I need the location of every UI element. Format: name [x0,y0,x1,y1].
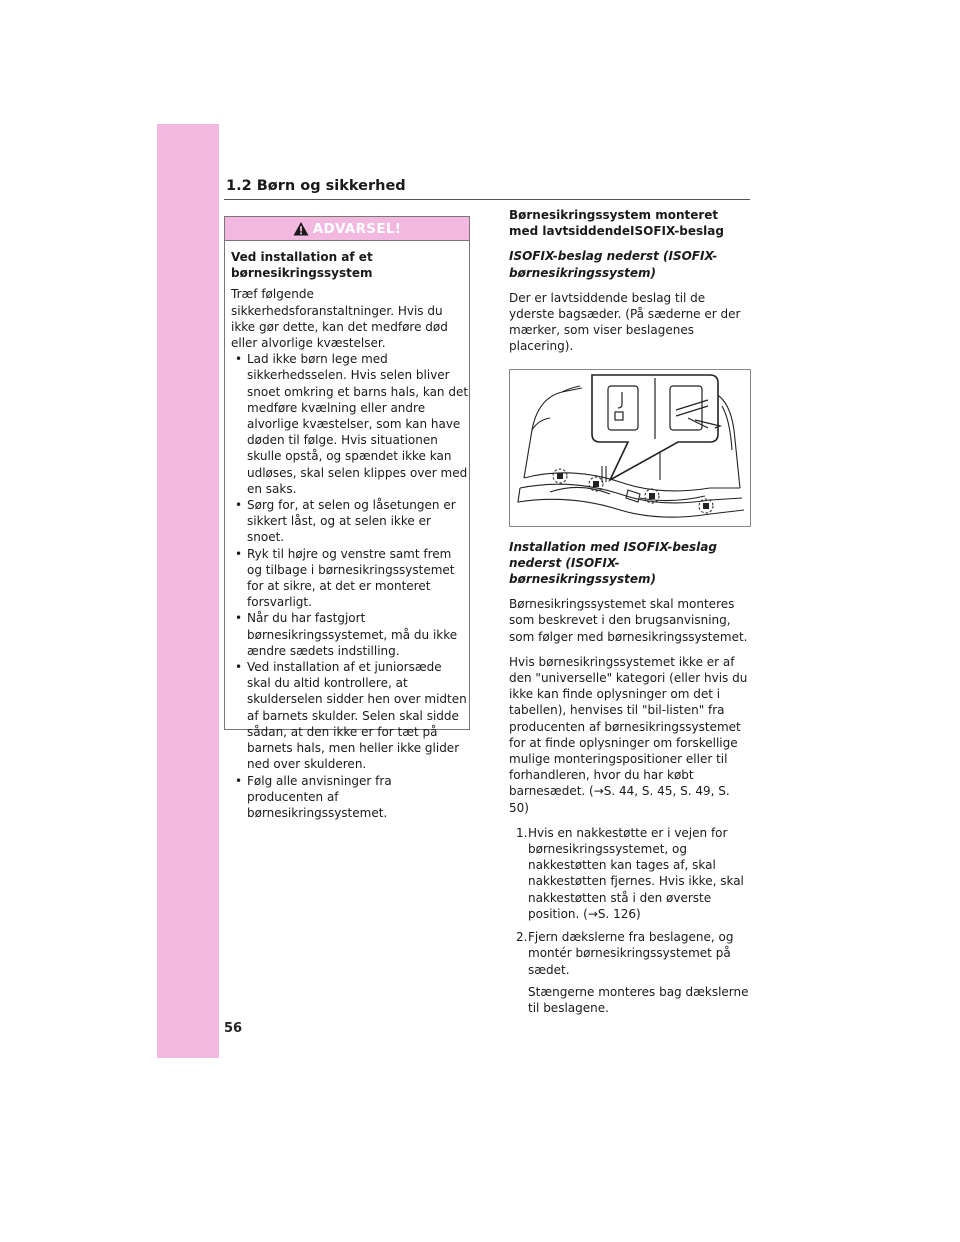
installation-paragraph-2: Hvis børnesikringssystemet ikke er af den "universelle" kategori (eller hvis du ikke kan finde oplysninger om det i tabellen), henvises til "bil-listen" fra producenten af børnesikringssystemet for at finde oplysninger om forskellige mulige monteringspositioner eller til forhandleren, hvor du har købt barnesædet. (→S. 44, S. 45, S. 49, S. 50) [509,654,748,815]
warning-intro: Træf følgende sikkerhedsforanstaltninger. Hvis du ikke gør dette, kan det medføre død eller alvorlige kvæstelser. [231,287,448,351]
warning-triangle-icon [293,221,309,237]
page-number: 56 [224,1021,243,1036]
installation-paragraph-1: Børnesikringssystemet skal monteres som beskrevet i den brugsanvisning, som følger med børnesikringssystemet. [509,597,748,644]
list-item: 2. Fjern dækslerne fra beslagene, og montér børnesikringssystemet på sædet. Stængerne monteres bag dækslerne til beslagene. [509,929,751,1016]
warning-body [225,241,469,821]
sidebar-tab [157,124,219,1058]
list-item: • Følg alle anvisninger fra producenten af børnesikringssystemet. [235,773,392,820]
warning-subtitle: Ved installation af et børnesikringssystem [231,250,373,281]
rear-seat-drawing [510,370,750,526]
installation-steps [509,825,751,1016]
list-item: • Lad ikke børn lege med sikkerhedsselen. Hvis selen bliver snoet omkring et barns hals, kan det medføre kvælning eller andre alvorlige kvæstelser, som kan have døden til følge. Hvis situationen skulle opstå, og spændet ikke kan udløses, skal selen klippes over med en saks. [235,352,469,496]
installation-subheading: Installation med ISOFIX-beslag nederst (ISOFIX-børnesikringssystem) [509,539,717,587]
isofix-paragraph: Der er lavtsiddende beslag til de yderste bagsæder. (På sæderne er der mærker, som viser beslagenes placering). [509,290,741,354]
section-divider [224,199,750,200]
warning-title: ADVARSEL! [312,220,402,237]
list-item: • Ved installation af et juniorsæde skal du altid kontrollere, at skulderselen sidder hen over midten af barnets skulder. Selen skal sidde sådan, at den ikke er for tæt på barnets hals, men heller ikke glider ned over skulderen. [235,660,467,772]
list-item: • Sørg for, at selen og låsetungen er sikkert låst, og at selen ikke er snoet. [235,498,456,545]
list-item: • Når du har fastgjort børnesikringssystemet, må du ikke ændre sædets indstilling. [235,611,458,658]
right-column [509,207,751,1023]
warning-bullet-list [231,351,469,821]
isofix-subheading: ISOFIX-beslag nederst (ISOFIX-børnesikringssystem) [509,249,718,280]
warning-header [225,217,469,241]
list-item: • Ryk til højre og venstre samt frem og tilbage i børnesikringssystemet for at sikre, at det er monteret forsvarligt. [235,546,455,610]
step-note: Stængerne monteres bag dækslerne til beslagene. [528,984,749,1015]
isofix-heading: Børnesikringssystem monteret med lavtsiddendeISOFIX-beslag [509,208,724,239]
section-title: 1.2 Børn og sikkerhed [226,178,406,194]
warning-box [224,216,470,820]
list-item: 1. Hvis en nakkestøtte er i vejen for børnesikringssystemet, og nakkestøtten kan tages af, skal nakkestøtten fjernes. Hvis ikke, skal nakkestøtten stå i den øverste position. (→S. 126) [516,825,744,921]
isofix-seat-illustration [509,369,751,527]
